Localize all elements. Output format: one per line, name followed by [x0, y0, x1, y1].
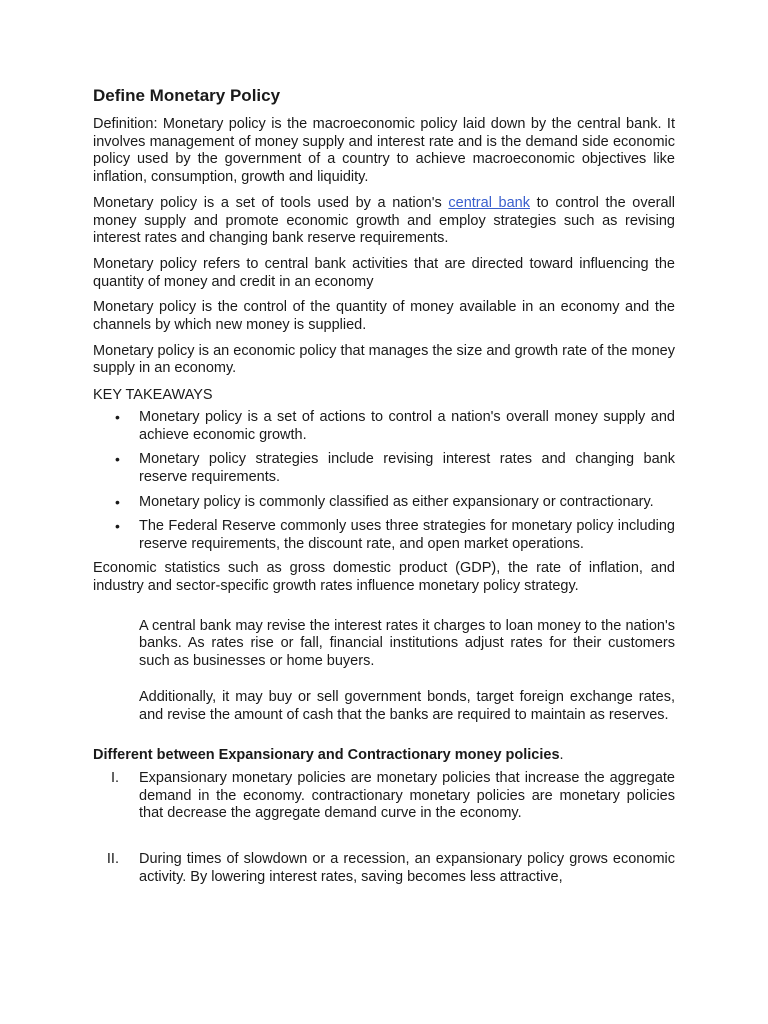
tools-paragraph [93, 195, 675, 248]
list-item [93, 494, 675, 512]
spacer [93, 679, 675, 689]
spacer [93, 604, 675, 618]
takeaway-text: Monetary policy strategies include revising interest rates and changing bank reserve requirements. [139, 451, 675, 485]
list-item [93, 851, 675, 886]
key-takeaways-list [93, 409, 675, 553]
differences-list [93, 770, 675, 886]
takeaway-text: Monetary policy is a set of actions to control a nation's overall money supply and achieve economic growth. [139, 409, 675, 443]
document-body [93, 86, 675, 886]
differences-heading-period: . [559, 747, 564, 764]
bullet-icon: • [115, 493, 120, 510]
definition-paragraph: Definition: Monetary policy is the macroeconomic policy laid down by the central bank. It involves management of money supply and interest rate and is the demand side economic policy used by the government of a country to achieve macroeconomic objectives like inflation, consumption, growth and liquidity. [93, 116, 675, 186]
list-item [93, 518, 675, 553]
bullet-icon: • [115, 451, 120, 468]
economic-statistics-paragraph: Economic statistics such as gross domestic product (GDP), the rate of inflation, and industry and sector-specific growth rates influence monetary policy strategy. [93, 560, 675, 594]
central-bank-activities-paragraph: Monetary policy refers to central bank activities that are directed toward influencing the quantity of money and credit in an economy [93, 255, 675, 290]
differences-heading-text: Different between Expansionary and Contractionary money policies [93, 747, 560, 764]
bullet-icon: • [115, 409, 120, 426]
key-takeaways-label: KEY TAKEAWAYS [93, 387, 213, 404]
government-bonds-paragraph: Additionally, it may buy or sell government bonds, target foreign exchange rates, and revise the amount of cash that the banks are required to maintain as reserves. [139, 688, 675, 723]
bullet-icon: • [115, 518, 120, 535]
roman-numeral: I. [110, 770, 119, 787]
difference-text: Expansionary monetary policies are monetary policies that increase the aggregate demand in the economy. contractionary monetary policies are monetary policies that decrease the aggregate demand curve in the economy. [139, 770, 675, 822]
list-item [93, 409, 675, 444]
money-control-paragraph: Monetary policy is the control of the quantity of money available in an economy and the channels by which new money is supplied. [93, 299, 675, 334]
central-bank-link[interactable]: central bank [448, 194, 530, 211]
indented-block [93, 618, 675, 725]
interest-rates-paragraph: A central bank may revise the interest rates it charges to loan money to the nation's banks. As rates rise or fall, financial institutions adjust rates for their customers such as businesses or home buyers. [139, 617, 675, 670]
takeaway-text: The Federal Reserve commonly uses three strategies for monetary policy including reserve requirements, the discount rate, and open market operations. [139, 518, 675, 552]
differences-heading [93, 746, 675, 764]
difference-text: During times of slowdown or a recession, an expansionary policy grows economic activity. By lowering interest rates, saving becomes less attractive, [139, 851, 675, 885]
list-item [93, 770, 675, 823]
money-supply-paragraph: Monetary policy is an economic policy that manages the size and growth rate of the money supply in an economy. [93, 342, 675, 377]
tools-paragraph-end: to control the overall money supply and promote economic growth and employ strategies such as revising interest rates and changing bank reserve requirements. [93, 194, 675, 247]
takeaway-text: Monetary policy is commonly classified as either expansionary or contractionary. [139, 493, 654, 510]
spacer [93, 732, 675, 746]
list-item [93, 451, 675, 486]
roman-numeral: II. [106, 851, 119, 867]
tools-paragraph-start: Monetary policy is a set of tools used by a nation's [93, 194, 449, 211]
document-title: Define Monetary Policy [93, 86, 281, 105]
